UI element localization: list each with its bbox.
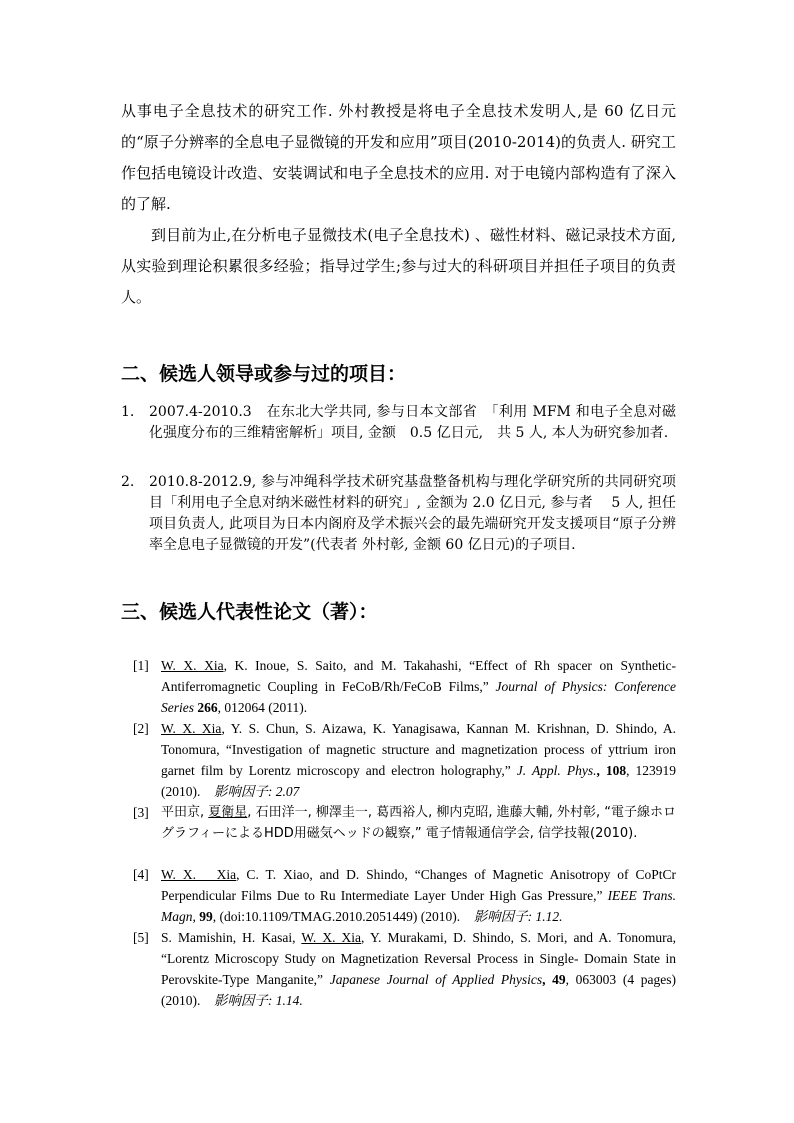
body-paragraph-2: 到目前为止,在分析电子显微技术(电子全息技术) 、磁性材料、磁记录技术方面,从实验到理论积累很多经验；指导过学生;参与过大的科研项目并担任子项目的负责人。	[121, 226, 676, 306]
reference-item	[121, 655, 676, 718]
reference-tail: , 063003 (4 pages) (2010).	[161, 972, 676, 1008]
reference-impact-factor: 影响因子: 2.07	[213, 784, 300, 799]
section-heading-projects: 二、候选人领导或参与过的项目：	[121, 363, 407, 385]
reference-journal: Japanese Journal of Applied Physics	[329, 972, 543, 987]
reference-impact-factor: 影响因子: 1.12.	[473, 909, 563, 924]
reference-author-highlight: W. X. Xia	[161, 721, 222, 736]
reference-journal: IEEE Trans. Magn,	[161, 888, 676, 924]
project-item	[121, 402, 676, 444]
reference-author-highlight: 夏衛星	[208, 805, 248, 820]
reference-item	[121, 802, 676, 844]
reference-impact-factor: 影响因子: 1.14.	[213, 993, 303, 1008]
reference-tail: , 123919 (2010).	[161, 763, 677, 799]
reference-pre: S. Mamishin, H. Kasai,	[161, 930, 302, 945]
reference-body: , Y. Murakami, D. Shindo, S. Mori, and A. Tonomura, “Lorentz Microscopy Study on Magnetization Reversal Process in Single- Domain State in Perovskite-Type Manganite,”	[161, 930, 676, 987]
reference-item	[121, 718, 676, 802]
reference-body: , K. Inoue, S. Saito, and M. Takahashi, “Effect of Rh spacer on Synthetic-Antiferromagnetic Coupling in FeCoB/Rh/FeCoB Films,”	[161, 658, 677, 694]
reference-text	[161, 655, 676, 718]
reference-number: [3]	[133, 805, 149, 820]
reference-author-highlight: W. X. Xia	[301, 930, 362, 945]
reference-text	[161, 927, 676, 1011]
reference-body: , 石田洋一, 柳澤圭一, 葛西裕人, 柳内克昭, 進藤大輔, 外村彰, “電子線ホログラフィーによるHDD用磁気ヘッドの観察,” 電子情報通信学会, 信学技報(2010).	[161, 805, 676, 841]
reference-tail: , 012064 (2011).	[217, 700, 308, 715]
reference-text	[161, 802, 676, 844]
reference-volume: 266	[194, 700, 218, 715]
reference-journal: Journal of Physics: Conference Series	[161, 679, 676, 715]
reference-volume: 99	[195, 909, 213, 924]
reference-number: [4]	[133, 867, 149, 882]
project-text: 2010.8-2012.9, 参与冲绳科学技术研究基盘整备机构与理化学研究所的共同研究项目「利用电子全息对纳米磁性材料的研究」, 金额为 2.0 亿日元, 参与者 5 人, 担任项目负责人, 此项目为日本内阁府及学术振兴会的最先端研究开发支援项目“原子分辨率全息电子显微镜的开发”(代表者 外村彰, 金额 60 亿日元)的子项目.	[149, 474, 676, 553]
project-number: 1.	[121, 404, 135, 420]
project-text: 2007.4-2010.3 在东北大学共同, 参与日本文部省 「利用 MFM 和电子全息对磁化强度分布的三维精密解析」项目, 金额 0.5 亿日元, 共 5 人, 本人为研究参加者.	[149, 404, 676, 441]
reference-text	[161, 718, 676, 802]
body-paragraph-1: 从事电子全息技术的研究工作. 外村教授是将电子全息技术发明人,是 60 亿日元的“原子分辨率的全息电子显微镜的开发和应用”项目(2010-2014)的负责人. 研究工作包括电镜设计改造、安装调试和电子全息技术的应用. 对于电镜内部构造有了深入的了解.	[121, 102, 676, 213]
reference-body: , Y. S. Chun, S. Aizawa, K. Yanagisawa, Kannan M. Krishnan, D. Shindo, A. Tonomura, “Investigation of magnetic structure and magnetization process of yttrium iron garnet film by Lorentz microscopy and electron holography,”	[161, 721, 676, 778]
reference-number: [2]	[133, 721, 149, 736]
reference-volume: , 49	[542, 972, 566, 987]
section-heading-papers: 三、候选人代表性论文（著）：	[121, 601, 378, 623]
reference-number: [1]	[133, 658, 149, 673]
reference-volume: , 108	[596, 763, 627, 778]
reference-pre: 平田京,	[161, 805, 209, 820]
reference-tail: , (doi:10.1109/TMAG.2010.2051449) (2010).	[212, 909, 474, 924]
reference-item	[121, 864, 676, 927]
project-number: 2.	[121, 474, 135, 490]
project-item	[121, 472, 676, 556]
reference-journal: J. Appl. Phys.	[516, 763, 597, 778]
reference-author-highlight: W. X. Xia	[161, 867, 237, 882]
reference-text	[161, 864, 676, 927]
reference-item	[121, 927, 676, 1011]
reference-author-highlight: W. X. Xia	[161, 658, 224, 673]
reference-body: , C. T. Xiao, and D. Shindo, “Changes of Magnetic Anisotropy of CoPtCr Perpendicular Films Due to Ru Intermediate Layer Under High Gas Pressure,”	[161, 867, 676, 903]
reference-number: [5]	[133, 930, 149, 945]
